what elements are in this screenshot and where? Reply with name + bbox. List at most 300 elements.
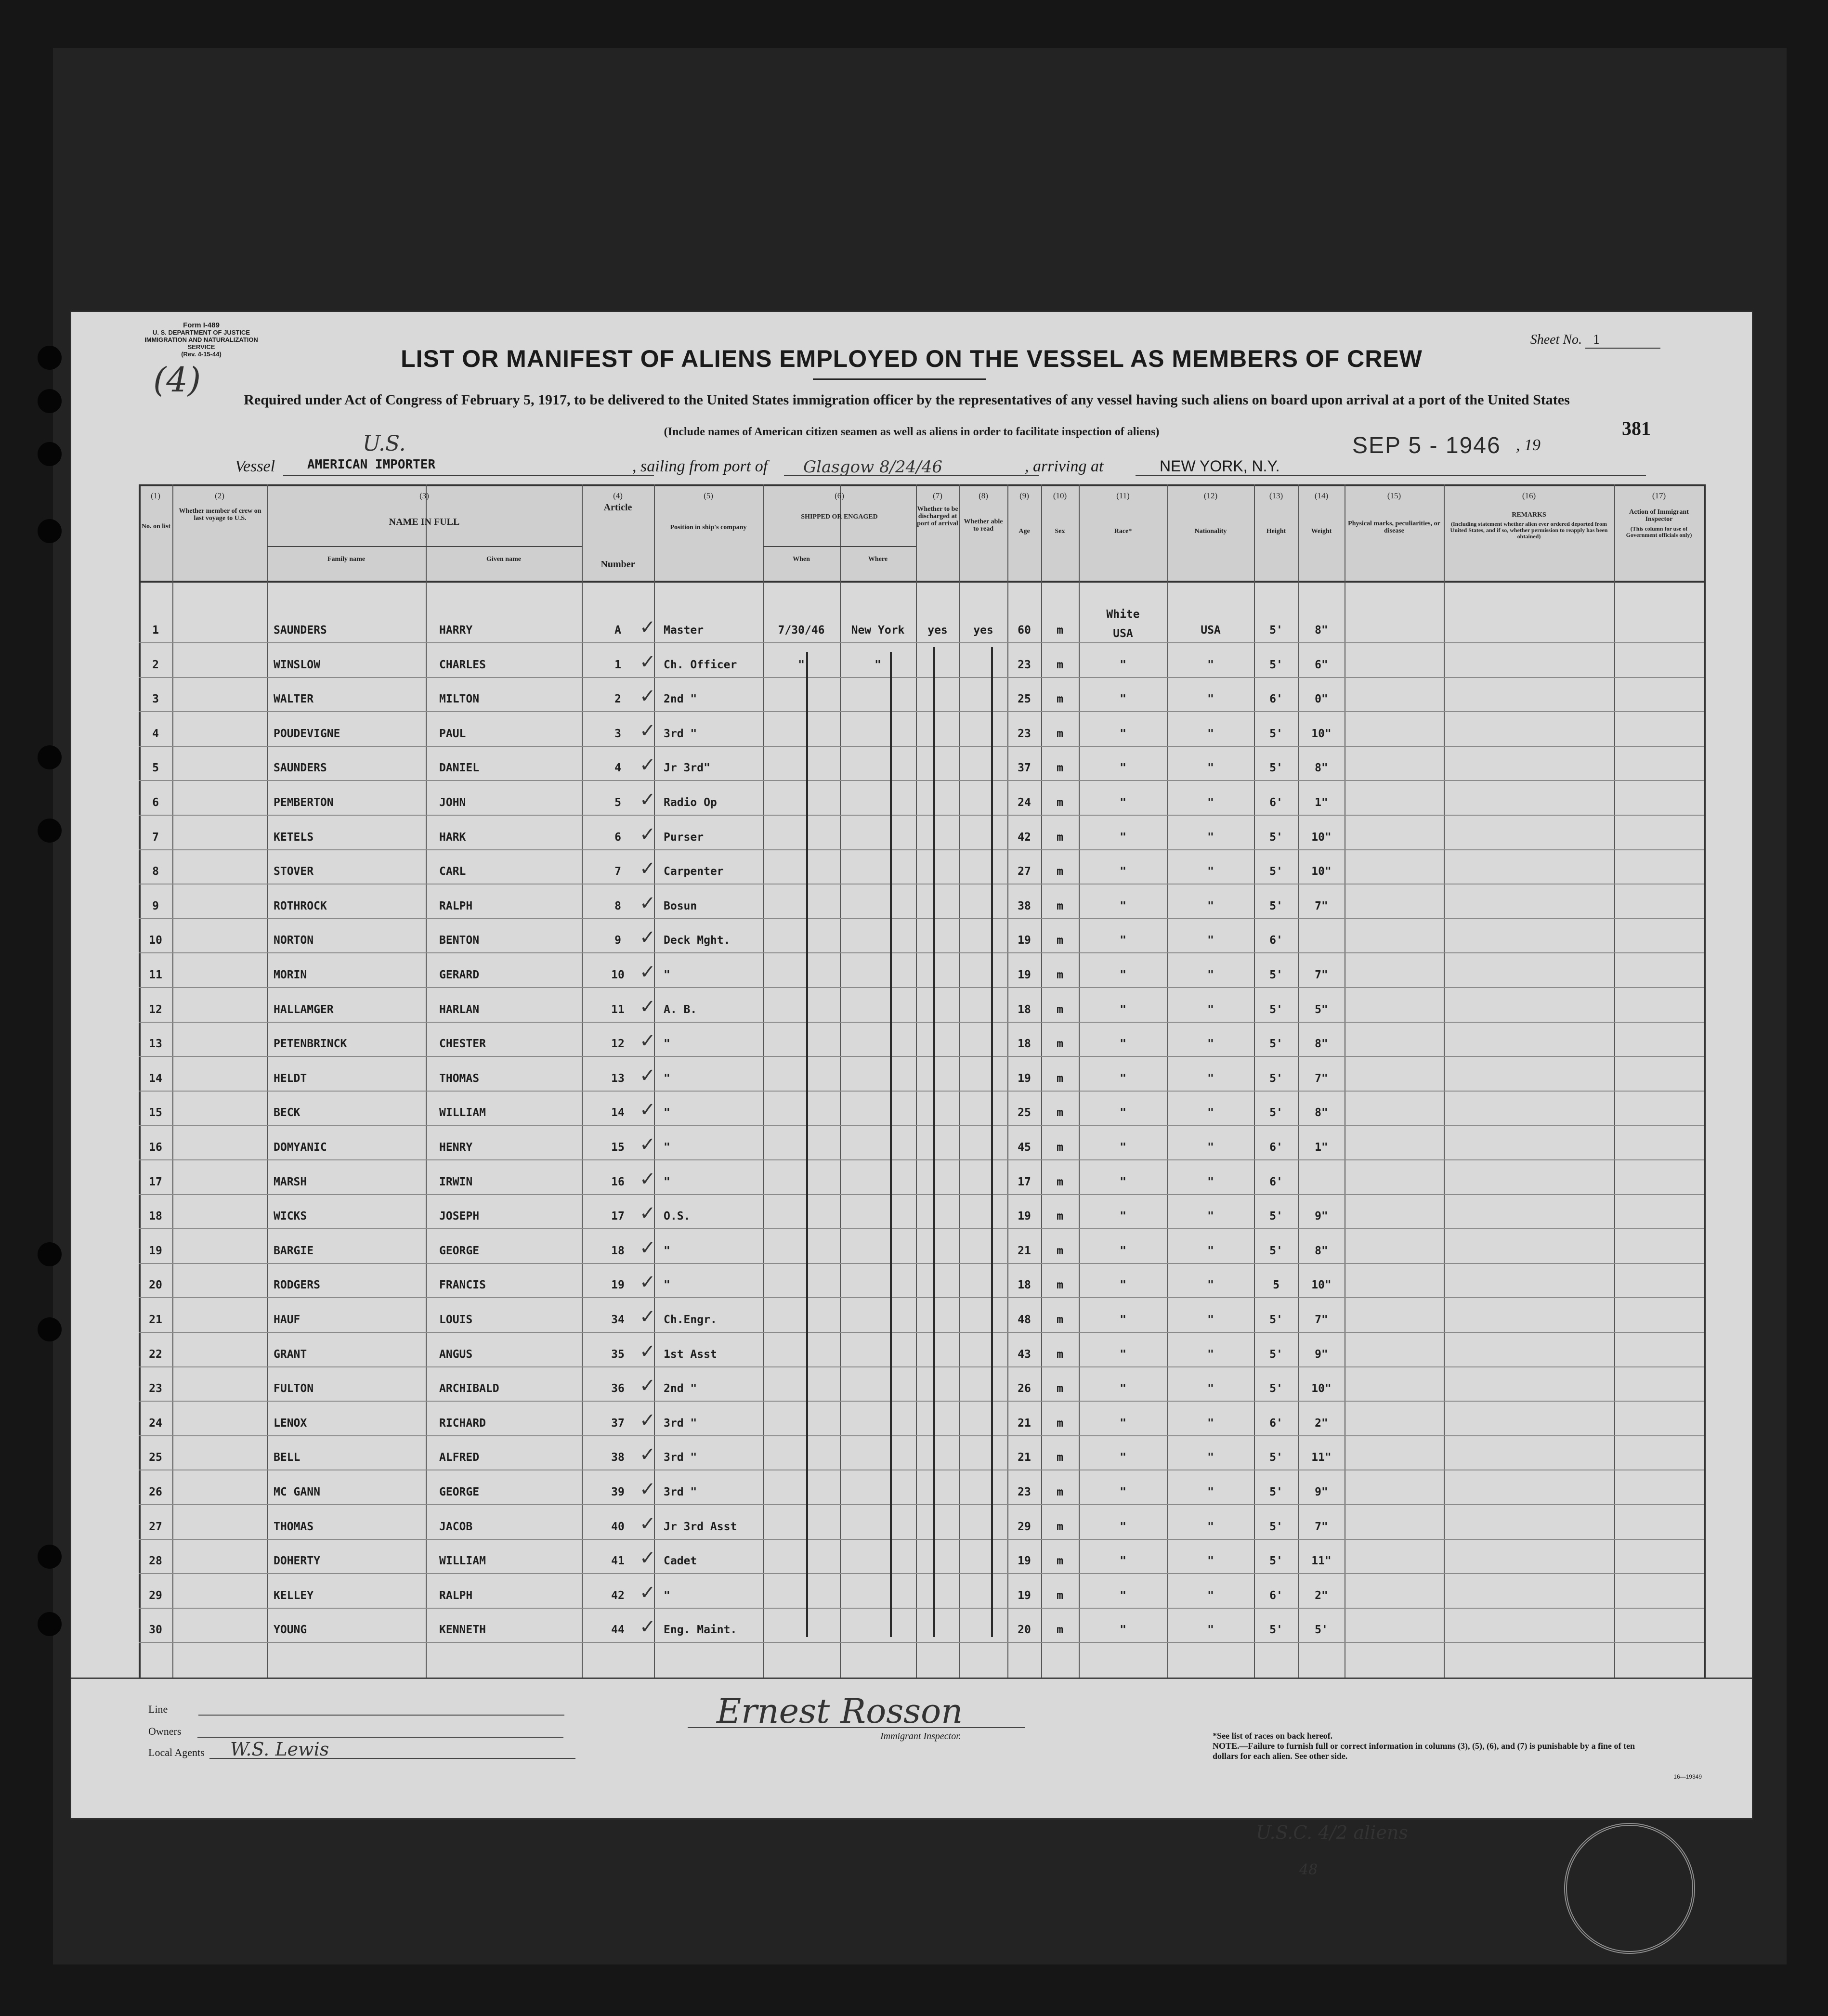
article-number: 12 <box>611 1038 625 1051</box>
race: " <box>1120 1520 1126 1533</box>
check-mark-icon: ✓ <box>640 789 656 811</box>
row-rule <box>139 1332 1704 1333</box>
position: Purser <box>664 831 704 844</box>
weight: 7" <box>1315 1072 1328 1085</box>
row-rule <box>139 918 1704 919</box>
arriving-label: , arriving at <box>1025 457 1104 475</box>
nationality: " <box>1207 1382 1214 1395</box>
footer-notes <box>1213 1731 1636 1761</box>
weight: 8" <box>1315 1038 1328 1051</box>
header-sex: Sex <box>1055 528 1065 535</box>
row-number: 12 <box>149 1003 162 1016</box>
footer-agents-field <box>148 1746 575 1759</box>
race: " <box>1120 762 1126 775</box>
given-name: JOHN <box>439 796 466 809</box>
height: 5' <box>1269 969 1283 981</box>
race: " <box>1120 693 1126 706</box>
sex: m <box>1057 1486 1063 1498</box>
position: Bosun <box>664 899 697 912</box>
given-name: JACOB <box>439 1520 473 1533</box>
race: " <box>1120 796 1126 809</box>
check-mark-icon: ✓ <box>640 1133 656 1156</box>
height: 5' <box>1269 1382 1283 1395</box>
nationality: " <box>1207 1175 1214 1188</box>
colnum-7: (7) <box>933 491 942 500</box>
ditto-line <box>991 647 993 1637</box>
article-number: 5 <box>614 796 621 809</box>
age: 19 <box>1018 934 1031 947</box>
row-rule <box>139 1401 1704 1402</box>
age: 23 <box>1018 658 1031 671</box>
given-name: KENNETH <box>439 1624 486 1637</box>
weight: 9" <box>1315 1486 1328 1498</box>
title-rule <box>813 378 986 380</box>
given-name: WILLIAM <box>439 1555 486 1568</box>
family-name: HELDT <box>274 1072 307 1085</box>
race: " <box>1120 1382 1126 1395</box>
service-name: IMMIGRATION AND NATURALIZATION SERVICE <box>144 336 258 351</box>
sheet-label: Sheet No. <box>1530 332 1582 347</box>
position: 3rd " <box>664 1417 697 1430</box>
date-line <box>1357 457 1646 476</box>
nationality: " <box>1207 865 1214 878</box>
family-name: RODGERS <box>274 1279 320 1292</box>
sex: m <box>1057 1244 1063 1257</box>
check-mark-icon: ✓ <box>640 616 656 638</box>
header-number: Number <box>601 559 635 570</box>
vessel-name: AMERICAN IMPORTER <box>283 457 654 476</box>
age: 17 <box>1018 1175 1031 1188</box>
row-number: 24 <box>149 1417 162 1430</box>
family-name: BECK <box>274 1106 300 1119</box>
header-age: Age <box>1018 528 1030 535</box>
family-name: DOMYANIC <box>274 1141 327 1154</box>
article-number: 18 <box>611 1244 625 1257</box>
row-rule <box>139 1091 1704 1092</box>
handwritten-total: 48 <box>1299 1861 1318 1878</box>
sex: m <box>1057 1141 1063 1154</box>
height: 5 <box>1273 1279 1280 1292</box>
weight: 10" <box>1311 1279 1332 1292</box>
given-name: CHESTER <box>439 1038 486 1051</box>
punch-hole <box>38 346 62 370</box>
given-name: HARK <box>439 831 466 844</box>
column-rule <box>267 484 268 1678</box>
handwritten-us: U.S. <box>363 431 406 456</box>
year-label: , 19 <box>1516 436 1541 454</box>
age: 18 <box>1018 1003 1031 1016</box>
article-number: 9 <box>614 934 621 947</box>
row-number: 17 <box>149 1175 162 1188</box>
check-mark-icon: ✓ <box>640 754 656 777</box>
official-seal-stamp <box>1564 1823 1695 1954</box>
article-number: A <box>614 624 621 637</box>
family-name: POUDEVIGNE <box>274 727 340 740</box>
colnum-9: (9) <box>1019 491 1029 500</box>
position: " <box>664 1141 670 1154</box>
inspector-rule <box>688 1727 1025 1728</box>
row-number: 6 <box>152 796 159 809</box>
shipped-where: New York <box>851 624 905 637</box>
height: 6' <box>1269 693 1283 706</box>
nationality: " <box>1207 1279 1214 1292</box>
sex: m <box>1057 1589 1063 1602</box>
race: " <box>1120 1486 1126 1498</box>
age: 45 <box>1018 1141 1031 1154</box>
given-name: BENTON <box>439 934 480 947</box>
nationality: " <box>1207 831 1214 844</box>
age: 37 <box>1018 762 1031 775</box>
position: Carpenter <box>664 865 724 878</box>
form-number: Form I-489 <box>183 321 220 329</box>
header-action: Action of Immigrant Inspector <box>1629 508 1689 523</box>
race: " <box>1120 969 1126 981</box>
nationality: " <box>1207 1348 1214 1361</box>
row-rule <box>139 849 1704 850</box>
colnum-6: (6) <box>835 491 844 500</box>
race: " <box>1120 1314 1126 1326</box>
article-number: 17 <box>611 1210 625 1223</box>
punch-hole <box>38 819 62 843</box>
race: " <box>1120 1106 1126 1119</box>
family-name: SAUNDERS <box>274 624 327 637</box>
row-rule <box>139 1194 1704 1195</box>
height: 5' <box>1269 1314 1283 1326</box>
weight: 7" <box>1315 1314 1328 1326</box>
article-number: 38 <box>611 1451 625 1464</box>
height: 5' <box>1269 658 1283 671</box>
nationality: " <box>1207 693 1214 706</box>
height: 6' <box>1269 1175 1283 1188</box>
nationality: " <box>1207 1486 1214 1498</box>
header-able-read: Whether able to read <box>964 518 1003 533</box>
row-rule <box>139 780 1704 781</box>
row-number: 5 <box>152 762 159 775</box>
weight: 2" <box>1315 1589 1328 1602</box>
header-remarks: REMARKS <box>1512 511 1546 519</box>
row-rule <box>139 1539 1704 1540</box>
race: " <box>1120 1348 1126 1361</box>
sex: m <box>1057 1451 1063 1464</box>
article-number: 2 <box>614 693 621 706</box>
family-name: PETENBRINCK <box>274 1038 347 1051</box>
punch-hole <box>38 1612 62 1636</box>
height: 5' <box>1269 727 1283 740</box>
row-number: 18 <box>149 1210 162 1223</box>
weight: 6" <box>1315 658 1328 671</box>
age: 43 <box>1018 1348 1031 1361</box>
sex: m <box>1057 969 1063 981</box>
height: 5' <box>1269 1555 1283 1568</box>
page-title: LIST OR MANIFEST OF ALIENS EMPLOYED ON THE VESSEL AS MEMBERS OF CREW <box>401 345 1423 372</box>
weight: 9" <box>1315 1348 1328 1361</box>
family-name: DOHERTY <box>274 1555 320 1568</box>
height: 5' <box>1269 865 1283 878</box>
header-height: Height <box>1266 528 1286 535</box>
height: 5' <box>1269 1451 1283 1464</box>
check-mark-icon: ✓ <box>640 1271 656 1294</box>
position: 1st Asst <box>664 1348 717 1361</box>
weight: 7" <box>1315 969 1328 981</box>
weight: 1" <box>1315 796 1328 809</box>
line-label: Line <box>148 1703 168 1715</box>
colnum-13: (13) <box>1269 491 1283 500</box>
handwritten-annotation: (4) <box>153 360 201 400</box>
position: A. B. <box>664 1003 697 1016</box>
header-remarks-note: (Including statement whether alien ever ordered deported from United States, and if so, whether permission to reapply has been obtained) <box>1450 520 1608 540</box>
height: 5' <box>1269 899 1283 912</box>
weight: 11" <box>1311 1451 1332 1464</box>
column-rule <box>959 484 960 1678</box>
article-number: 41 <box>611 1555 625 1568</box>
family-name: ROTHROCK <box>274 899 327 912</box>
row-number: 2 <box>152 658 159 671</box>
position: " <box>664 1106 670 1119</box>
check-mark-icon: ✓ <box>640 1306 656 1328</box>
position: 3rd " <box>664 727 697 740</box>
subtitle-note: (Include names of American citizen seamen as well as aliens in order to facilitate inspection of aliens) <box>664 426 1160 438</box>
nationality: " <box>1207 1451 1214 1464</box>
punch-hole <box>38 389 62 413</box>
row-number: 13 <box>149 1038 162 1051</box>
revision: (Rev. 4-15-44) <box>181 351 222 358</box>
row-number: 3 <box>152 693 159 706</box>
check-mark-icon: ✓ <box>640 961 656 983</box>
header-rule <box>267 546 582 547</box>
row-rule <box>139 815 1704 816</box>
weight: 1" <box>1315 1141 1328 1154</box>
header-where: Where <box>868 556 888 563</box>
article-number: 6 <box>614 831 621 844</box>
ditto-line <box>890 652 892 1637</box>
height: 5' <box>1269 1003 1283 1016</box>
family-name: MORIN <box>274 969 307 981</box>
given-name: RALPH <box>439 1589 473 1602</box>
sex: m <box>1057 1279 1063 1292</box>
punch-hole <box>38 519 62 543</box>
weight: 10" <box>1311 727 1332 740</box>
note-races: *See list of races on back hereof. <box>1213 1731 1333 1741</box>
able-to-read: yes <box>973 624 993 637</box>
age: 18 <box>1018 1279 1031 1292</box>
weight: 7" <box>1315 1520 1328 1533</box>
sex: m <box>1057 693 1063 706</box>
position: " <box>664 1038 670 1051</box>
check-mark-icon: ✓ <box>640 1547 656 1570</box>
age: 25 <box>1018 1106 1031 1119</box>
row-rule <box>139 1608 1704 1609</box>
colnum-10: (10) <box>1053 491 1067 500</box>
given-name: MILTON <box>439 693 480 706</box>
family-name: STOVER <box>274 865 314 878</box>
nationality: " <box>1207 1555 1214 1568</box>
age: 27 <box>1018 865 1031 878</box>
given-name: RICHARD <box>439 1417 486 1430</box>
position: " <box>664 969 670 981</box>
sex: m <box>1057 727 1063 740</box>
height: 5' <box>1269 1624 1283 1637</box>
position: " <box>664 1279 670 1292</box>
column-rule <box>1704 484 1706 1678</box>
race: " <box>1120 1038 1126 1051</box>
age: 29 <box>1018 1520 1031 1533</box>
row-number: 21 <box>149 1314 162 1326</box>
row-rule <box>139 1228 1704 1229</box>
handwritten-alien-note: U.S.C. 4/2 aliens <box>1256 1822 1408 1843</box>
header-last-voyage: Whether member of crew on last voyage to U.S. <box>179 507 261 522</box>
family-name: KETELS <box>274 831 314 844</box>
header-given-name: Given name <box>486 556 521 563</box>
row-rule <box>139 1056 1704 1057</box>
family-name: MC GANN <box>274 1486 320 1498</box>
row-rule <box>139 952 1704 953</box>
nationality: " <box>1207 934 1214 947</box>
given-name: GEORGE <box>439 1244 480 1257</box>
colnum-17: (17) <box>1652 491 1666 500</box>
article-number: 36 <box>611 1382 625 1395</box>
check-mark-icon: ✓ <box>640 1099 656 1121</box>
sex: m <box>1057 1382 1063 1395</box>
given-name: JOSEPH <box>439 1210 480 1223</box>
sex: m <box>1057 624 1063 637</box>
sex: m <box>1057 1106 1063 1119</box>
row-number: 20 <box>149 1279 162 1292</box>
article-number: 35 <box>611 1348 625 1361</box>
age: 25 <box>1018 693 1031 706</box>
column-rule <box>426 484 427 1678</box>
family-name: HALLAMGER <box>274 1003 334 1016</box>
check-mark-icon: ✓ <box>640 719 656 742</box>
colnum-14: (14) <box>1314 491 1329 500</box>
department: U. S. DEPARTMENT OF JUSTICE <box>153 329 250 336</box>
position: Ch. Officer <box>664 658 737 671</box>
family-name: HAUF <box>274 1314 300 1326</box>
check-mark-icon: ✓ <box>640 1202 656 1225</box>
position: Ch.Engr. <box>664 1314 717 1326</box>
given-name: ANGUS <box>439 1348 473 1361</box>
article-number: 42 <box>611 1589 625 1602</box>
race: " <box>1120 1451 1126 1464</box>
inspector-label: Immigrant Inspector. <box>880 1731 961 1742</box>
age: 21 <box>1018 1417 1031 1430</box>
age: 19 <box>1018 1589 1031 1602</box>
height: 5' <box>1269 1486 1283 1498</box>
nationality: " <box>1207 1106 1214 1119</box>
article-number: 7 <box>614 865 621 878</box>
article-number: 37 <box>611 1417 625 1430</box>
row-rule <box>139 1159 1704 1160</box>
row-number: 9 <box>152 899 159 912</box>
nationality: " <box>1207 1589 1214 1602</box>
family-name: BARGIE <box>274 1244 314 1257</box>
check-mark-icon: ✓ <box>640 1616 656 1639</box>
given-name: GEORGE <box>439 1486 480 1498</box>
sailing-port: Glasgow 8/24/46 <box>784 457 1039 476</box>
nationality: " <box>1207 1520 1214 1533</box>
check-mark-icon: ✓ <box>640 1236 656 1259</box>
position: Deck Mght. <box>664 934 731 947</box>
check-mark-icon: ✓ <box>640 1512 656 1535</box>
weight: 10" <box>1311 865 1332 878</box>
given-name: WILLIAM <box>439 1106 486 1119</box>
header-race: Race* <box>1114 528 1132 535</box>
height: 6' <box>1269 1141 1283 1154</box>
nationality: " <box>1207 1141 1214 1154</box>
sex: m <box>1057 934 1063 947</box>
race: " <box>1120 865 1126 878</box>
height: 6' <box>1269 1589 1283 1602</box>
check-mark-icon: ✓ <box>640 1478 656 1500</box>
header-action-note: (This column for use of Government officials only) <box>1626 525 1692 538</box>
row-number: 15 <box>149 1106 162 1119</box>
race: " <box>1120 934 1126 947</box>
weight: 5' <box>1315 1624 1328 1637</box>
race: " <box>1120 1624 1126 1637</box>
weight: 2" <box>1315 1417 1328 1430</box>
header-shipped: SHIPPED OR ENGAGED <box>801 513 878 520</box>
agents-label: Local Agents <box>148 1746 205 1758</box>
position: Eng. Maint. <box>664 1624 737 1637</box>
given-name: ARCHIBALD <box>439 1382 499 1395</box>
nationality: " <box>1207 1003 1214 1016</box>
row-number: 1 <box>152 624 159 637</box>
given-name: CARL <box>439 865 466 878</box>
race: White USA <box>1106 608 1140 640</box>
sex: m <box>1057 1348 1063 1361</box>
article-number: 14 <box>611 1106 625 1119</box>
height: 6' <box>1269 796 1283 809</box>
manifest-sheet <box>71 312 1752 1878</box>
check-mark-icon: ✓ <box>640 1168 656 1190</box>
nationality: " <box>1207 762 1214 775</box>
age: 19 <box>1018 969 1031 981</box>
row-number: 11 <box>149 969 162 981</box>
row-rule <box>139 1125 1704 1126</box>
age: 23 <box>1018 727 1031 740</box>
height: 5' <box>1269 1244 1283 1257</box>
article-number: 4 <box>614 762 621 775</box>
given-name: PAUL <box>439 727 466 740</box>
given-name: DANIEL <box>439 762 480 775</box>
family-name: MARSH <box>274 1175 307 1188</box>
row-number: 19 <box>149 1244 162 1257</box>
position: 2nd " <box>664 1382 697 1395</box>
position: Cadet <box>664 1555 697 1568</box>
weight: 5" <box>1315 1003 1328 1016</box>
footer-owners-field <box>148 1725 563 1738</box>
column-rule <box>172 484 173 1678</box>
weight: 8" <box>1315 1244 1328 1257</box>
punch-hole <box>38 1545 62 1569</box>
given-name: RALPH <box>439 899 473 912</box>
row-rule <box>139 711 1704 712</box>
article-number: 10 <box>611 969 625 981</box>
race: " <box>1120 727 1126 740</box>
footer <box>71 1678 1752 1820</box>
article-number: 3 <box>614 727 621 740</box>
weight: 10" <box>1311 831 1332 844</box>
discharged: yes <box>927 624 948 637</box>
check-mark-icon: ✓ <box>640 995 656 1018</box>
sex: m <box>1057 1072 1063 1085</box>
position: 2nd " <box>664 693 697 706</box>
article-number: 11 <box>611 1003 625 1016</box>
position: 3rd " <box>664 1486 697 1498</box>
given-name: ALFRED <box>439 1451 480 1464</box>
row-rule <box>139 642 1704 643</box>
check-mark-icon: ✓ <box>640 1444 656 1466</box>
weight: 7" <box>1315 899 1328 912</box>
